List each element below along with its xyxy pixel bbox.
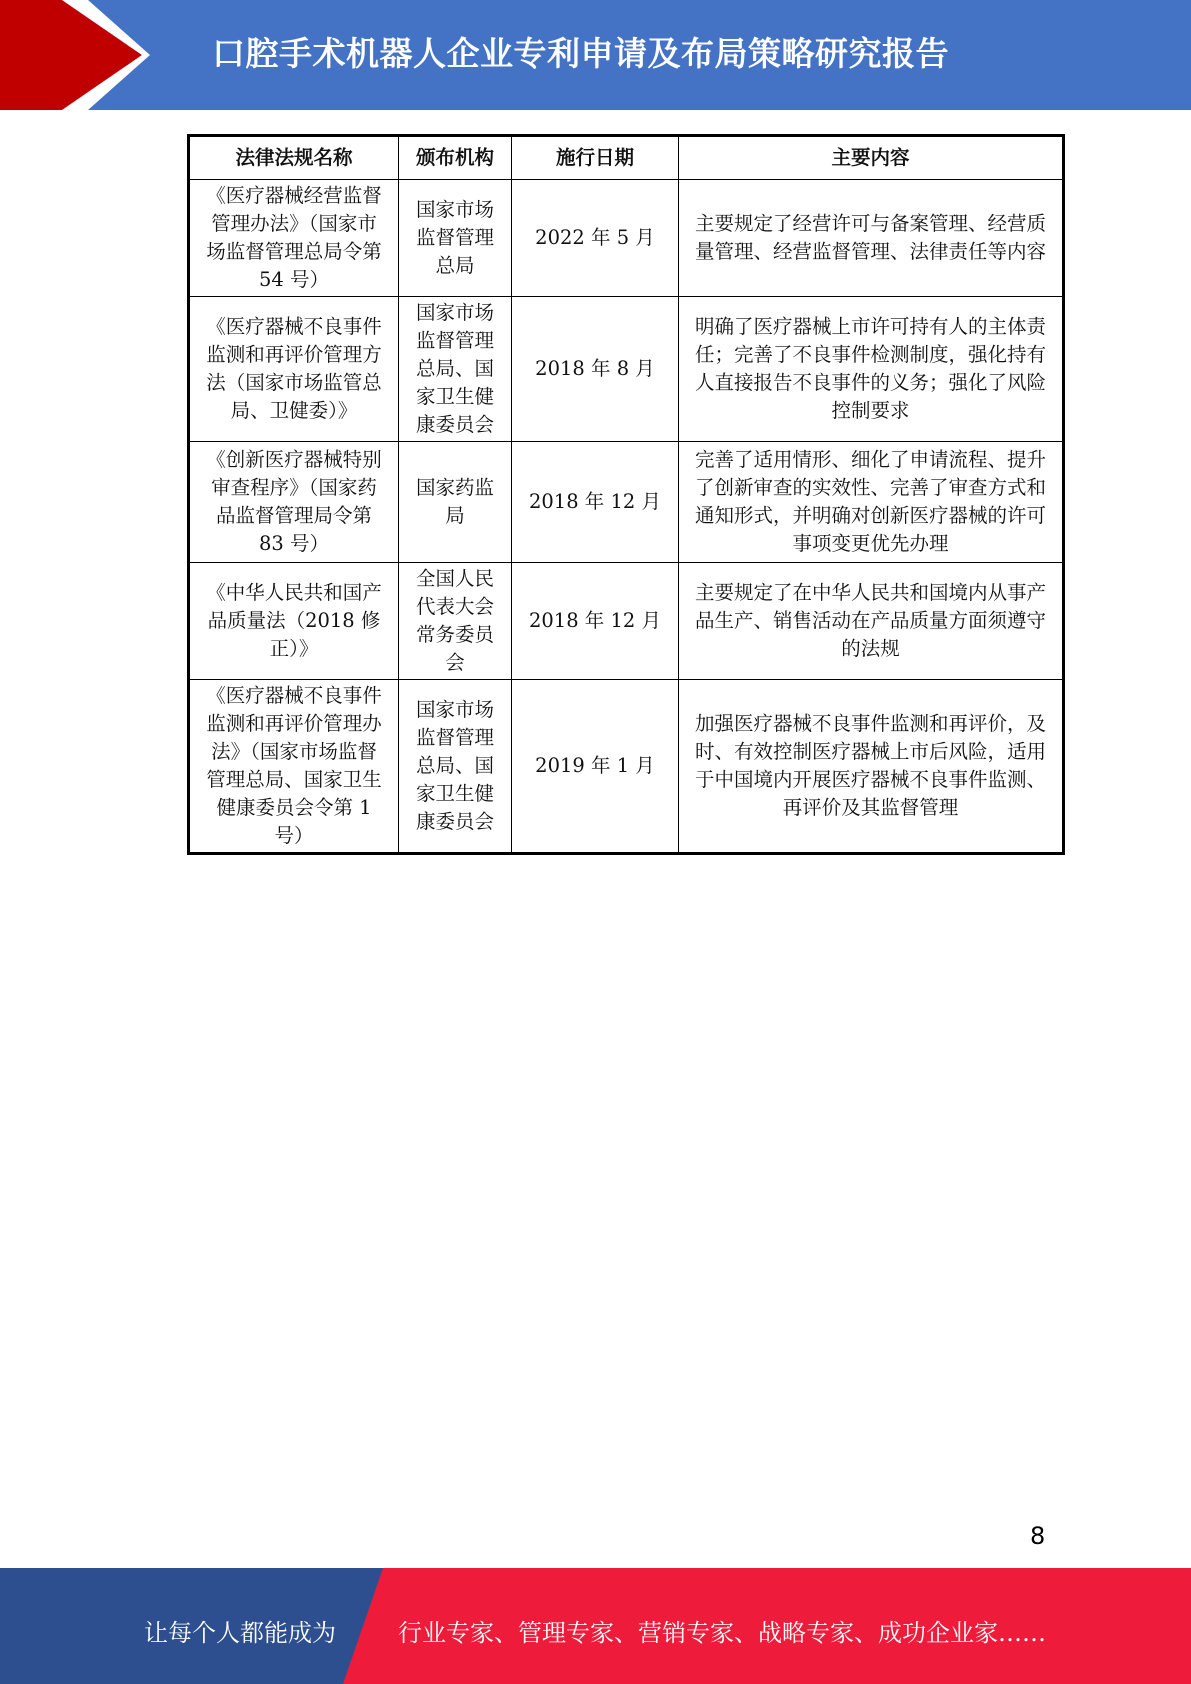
authority-cell: 国家市场监督管理总局、国家卫生健康委员会	[399, 680, 512, 854]
header-effective-date: 施行日期	[512, 136, 679, 180]
header-main-content: 主要内容	[679, 136, 1064, 180]
table-row	[189, 442, 1064, 563]
report-title: 口腔手术机器人企业专利申请及布局策略研究报告	[212, 34, 949, 73]
date-cell: 2018 年 8 月	[512, 297, 679, 442]
header-issuing-authority: 颁布机构	[399, 136, 512, 180]
law-name-cell: 《医疗器械不良事件监测和再评价管理方法（国家市场监管总局、卫健委）》	[189, 297, 399, 442]
authority-cell: 国家市场监督管理总局、国家卫生健康委员会	[399, 297, 512, 442]
content-cell: 主要规定了经营许可与备案管理、经营质量管理、经营监督管理、法律责任等内容	[679, 180, 1064, 297]
regulations-table	[187, 134, 1065, 855]
authority-cell: 全国人民代表大会常务委员会	[399, 563, 512, 680]
page-number: 8	[1030, 1522, 1046, 1550]
table-row	[189, 563, 1064, 680]
table-row	[189, 297, 1064, 442]
law-name-cell: 《中华人民共和国产品质量法（2018 修正）》	[189, 563, 399, 680]
table-row	[189, 180, 1064, 297]
date-cell: 2018 年 12 月	[512, 442, 679, 563]
law-name-cell: 《医疗器械不良事件监测和再评价管理办法》（国家市场监督管理总局、国家卫生健康委员会令第 1 号）	[189, 680, 399, 854]
content-cell: 明确了医疗器械上市许可持有人的主体责任；完善了不良事件检测制度，强化持有人直接报告不良事件的义务；强化了风险控制要求	[679, 297, 1064, 442]
footer-slogan-left: 让每个人都能成为	[144, 1619, 336, 1647]
footer-banner	[0, 1568, 1191, 1684]
table-row	[189, 680, 1064, 854]
authority-cell: 国家药监局	[399, 442, 512, 563]
header-banner	[0, 0, 1191, 110]
date-cell: 2022 年 5 月	[512, 180, 679, 297]
law-name-cell: 《医疗器械经营监督管理办法》（国家市场监督管理总局令第 54 号）	[189, 180, 399, 297]
content-cell: 主要规定了在中华人民共和国境内从事产品生产、销售活动在产品质量方面须遵守的法规	[679, 563, 1064, 680]
header-law-name: 法律法规名称	[189, 136, 399, 180]
table-header-row	[189, 136, 1064, 180]
date-cell: 2018 年 12 月	[512, 563, 679, 680]
authority-cell: 国家市场监督管理总局	[399, 180, 512, 297]
footer-slogan-right: 行业专家、管理专家、营销专家、战略专家、成功企业家……	[398, 1619, 1046, 1647]
law-name-cell: 《创新医疗器械特别审查程序》（国家药品监督管理局令第 83 号）	[189, 442, 399, 563]
content-cell: 加强医疗器械不良事件监测和再评价，及时、有效控制医疗器械上市后风险，适用于中国境内开展医疗器械不良事件监测、再评价及其监督管理	[679, 680, 1064, 854]
content-cell: 完善了适用情形、细化了申请流程、提升了创新审查的实效性、完善了审查方式和通知形式，并明确对创新医疗器械的许可事项变更优先办理	[679, 442, 1064, 563]
date-cell: 2019 年 1 月	[512, 680, 679, 854]
